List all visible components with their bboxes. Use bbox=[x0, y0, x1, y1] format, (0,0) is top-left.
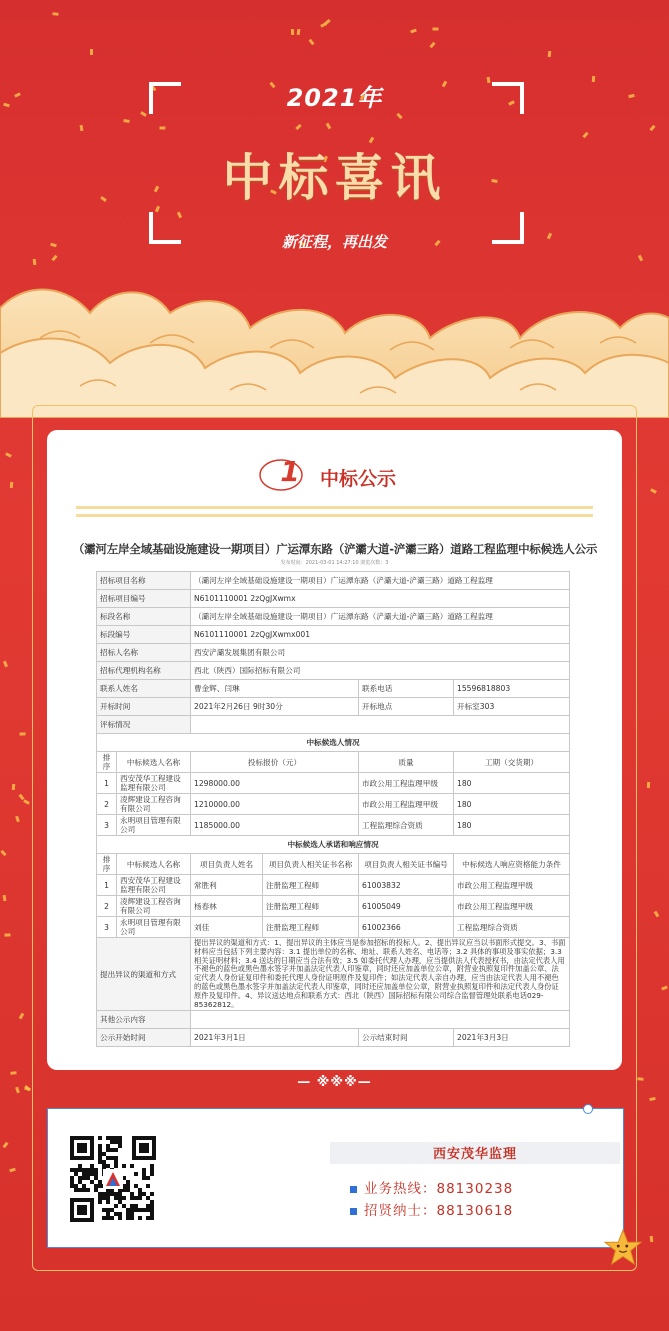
confetti-piece bbox=[10, 481, 14, 487]
rank-cell: 3 bbox=[97, 917, 117, 938]
bullet-icon bbox=[350, 1186, 357, 1193]
confetti-piece bbox=[653, 910, 659, 917]
confetti-piece bbox=[52, 12, 58, 16]
column-header: 项目负责人姓名 bbox=[191, 854, 263, 875]
row-value: （灞河左岸全域基础设施建设一期项目）广运潭东路（浐灞大道-浐灞三路）道路工程监理 bbox=[191, 572, 570, 590]
confetti-piece bbox=[308, 38, 314, 45]
ring-decoration bbox=[583, 1104, 593, 1114]
confetti-piece bbox=[24, 800, 31, 806]
confetti-piece bbox=[650, 1236, 654, 1242]
column-header: 投标报价（元） bbox=[191, 752, 359, 773]
cert-cell: 注册监理工程师 bbox=[263, 875, 359, 896]
end-label: 公示结束时间 bbox=[359, 1029, 454, 1047]
table-row bbox=[97, 626, 570, 644]
opening-value: 2021年2月26日 9时30分 bbox=[191, 698, 359, 716]
table-row bbox=[97, 662, 570, 680]
commit-section-title: 中标候选人承诺和响应情况 bbox=[97, 836, 570, 854]
column-header: 项目负责人相关证书编号 bbox=[359, 854, 454, 875]
table-row bbox=[97, 896, 570, 917]
rank-cell: 1 bbox=[97, 875, 117, 896]
cert-no-cell: 61002366 bbox=[359, 917, 454, 938]
banner-title: 中标喜讯 bbox=[222, 149, 447, 207]
rank-cell: 1 bbox=[97, 773, 117, 794]
confetti-piece bbox=[396, 113, 402, 119]
phone-label: 联系电话 bbox=[359, 680, 454, 698]
hotline-label: 业务热线： bbox=[364, 1181, 437, 1197]
contact-value: 曹金辉、闫琳 bbox=[191, 680, 359, 698]
confetti-piece bbox=[661, 986, 668, 991]
place-value: 开标室303 bbox=[454, 698, 570, 716]
table-header-row bbox=[97, 854, 570, 875]
confetti-piece bbox=[15, 815, 20, 822]
confetti-piece bbox=[548, 50, 552, 56]
confetti-piece bbox=[296, 123, 302, 129]
table-row bbox=[97, 590, 570, 608]
confetti-piece bbox=[90, 49, 93, 55]
condition-cell: 工程监理综合资质 bbox=[454, 917, 570, 938]
rank-cell: 3 bbox=[97, 815, 117, 836]
place-label: 开标地点 bbox=[359, 698, 454, 716]
quality-cell: 工程监理综合资质 bbox=[359, 815, 454, 836]
confetti-piece bbox=[18, 1013, 24, 1020]
banner-slogan: 新征程，再出发 bbox=[281, 233, 387, 251]
row-value: N6101110001 2zQgJXwmx bbox=[191, 590, 570, 608]
confetti-piece bbox=[12, 784, 16, 790]
row-label: 招标人名称 bbox=[97, 644, 191, 662]
column-header: 中标候选人名称 bbox=[117, 854, 191, 875]
person-cell: 刘佳 bbox=[191, 917, 263, 938]
condition-cell: 市政公用工程监理甲级 bbox=[454, 896, 570, 917]
confetti-piece bbox=[649, 125, 655, 131]
column-header: 中标候选人响应资格能力条件 bbox=[454, 854, 570, 875]
opening-label: 开标时间 bbox=[97, 698, 191, 716]
end-value: 2021年3月3日 bbox=[454, 1029, 570, 1047]
notice-meta: 发布时间：2021-03-01 14:27:10 浏览次数：3 bbox=[280, 560, 389, 566]
divider-stripe bbox=[76, 506, 593, 509]
period-cell: 180 bbox=[454, 773, 570, 794]
table-row bbox=[97, 644, 570, 662]
row-label: 标段编号 bbox=[97, 626, 191, 644]
name-cell: 凌辉建设工程咨询有限公司 bbox=[117, 794, 191, 815]
confetti-piece bbox=[159, 126, 165, 129]
star-icon bbox=[604, 1228, 642, 1266]
table-row bbox=[97, 716, 570, 734]
cloud-decoration bbox=[0, 268, 669, 418]
banner-year: 2021年 bbox=[286, 84, 383, 112]
name-cell: 凌辉建设工程咨询有限公司 bbox=[117, 896, 191, 917]
quality-cell: 市政公用工程监理甲级 bbox=[359, 773, 454, 794]
row-label: 招标项目名称 bbox=[97, 572, 191, 590]
confetti-piece bbox=[5, 452, 12, 457]
confetti-piece bbox=[638, 255, 643, 262]
row-label: 标段名称 bbox=[97, 608, 191, 626]
period-cell: 180 bbox=[454, 815, 570, 836]
other-label: 其他公示内容 bbox=[97, 1011, 191, 1029]
name-cell: 西安茂华工程建设监理有限公司 bbox=[117, 773, 191, 794]
quality-cell: 市政公用工程监理甲级 bbox=[359, 794, 454, 815]
table-row bbox=[97, 698, 570, 716]
confetti-piece bbox=[320, 23, 327, 28]
objection-label: 提出异议的渠道和方式 bbox=[97, 938, 191, 1011]
review-label: 评标情况 bbox=[97, 716, 191, 734]
confetti-piece bbox=[5, 933, 11, 936]
confetti-piece bbox=[10, 1071, 16, 1075]
row-label: 招标项目编号 bbox=[97, 590, 191, 608]
confetti-piece bbox=[297, 29, 301, 35]
row-value: N6101110001 2zQgJXwmx001 bbox=[191, 626, 570, 644]
table-row bbox=[97, 875, 570, 896]
confetti-piece bbox=[3, 661, 8, 668]
rank-cell: 2 bbox=[97, 794, 117, 815]
rank-cell: 2 bbox=[97, 896, 117, 917]
confetti-piece bbox=[33, 258, 37, 264]
column-header: 排序 bbox=[97, 752, 117, 773]
confetti-piece bbox=[649, 1097, 655, 1101]
table-row bbox=[97, 836, 570, 854]
company-name: 西安茂华监理 bbox=[432, 1147, 517, 1162]
confetti-piece bbox=[79, 125, 83, 131]
confetti-piece bbox=[2, 895, 6, 901]
column-header: 工期（交货期） bbox=[454, 752, 570, 773]
divider-stripe bbox=[76, 514, 593, 517]
confetti-piece bbox=[651, 488, 658, 493]
confetti-piece bbox=[3, 1142, 9, 1149]
person-cell: 常胜利 bbox=[191, 875, 263, 896]
table-row bbox=[97, 1011, 570, 1029]
section-title: 中标公示 bbox=[320, 468, 397, 490]
table-row bbox=[97, 938, 570, 1011]
bullet-icon bbox=[350, 1208, 357, 1215]
name-cell: 西安茂华工程建设监理有限公司 bbox=[117, 875, 191, 896]
confetti-piece bbox=[410, 29, 417, 34]
row-value: 西北（陕西）国际招标有限公司 bbox=[191, 662, 570, 680]
confetti-piece bbox=[291, 29, 294, 35]
review-value bbox=[191, 716, 570, 734]
confetti-piece bbox=[646, 782, 649, 788]
notice-table-body bbox=[97, 572, 570, 1047]
other-value bbox=[191, 1011, 570, 1029]
name-cell: 永明项目管理有限公司 bbox=[117, 815, 191, 836]
contact-label: 联系人姓名 bbox=[97, 680, 191, 698]
price-cell: 1298000.00 bbox=[191, 773, 359, 794]
column-header: 排序 bbox=[97, 854, 117, 875]
table-row bbox=[97, 680, 570, 698]
cert-cell: 注册监理工程师 bbox=[263, 917, 359, 938]
row-value: 西安浐灞发展集团有限公司 bbox=[191, 644, 570, 662]
table-row bbox=[97, 794, 570, 815]
confetti-piece bbox=[51, 255, 57, 261]
hr-label: 招贤纳士： bbox=[364, 1203, 437, 1219]
hotline-number[interactable]: 88130238 bbox=[436, 1181, 514, 1197]
table-row bbox=[97, 815, 570, 836]
row-value: （灞河左岸全域基础设施建设一期项目）广运潭东路（浐灞大道-浐灞三路）道路工程监理 bbox=[191, 608, 570, 626]
qr-code-icon[interactable] bbox=[68, 1134, 158, 1224]
table-row bbox=[97, 572, 570, 590]
confetti-piece bbox=[9, 1168, 16, 1172]
notice-title: （灞河左岸全域基础设施建设一期项目）广运潭东路（浐灞大道-浐灞三路）道路工程监理中标候选人公示 bbox=[72, 542, 598, 556]
hr-line bbox=[350, 1199, 513, 1219]
column-header: 项目负责人相关证书名称 bbox=[263, 854, 359, 875]
table-header-row bbox=[97, 752, 570, 773]
objection-text: 提出异议的渠道和方式：1、提出异议的主体应当是参加招标的投标人。2、提出异议应当以书面形式提交。3、书面材料应当包括下列主要内容：3.1 提出单位的名称、地址、联系人姓名、电话等；3.2 具体的事项及事实依据；3.3 相关证明材料；3.4 送达的日期应当合法有效；3.5 如委托代理人办理，应当提供法人代表授权书，由法定代表人用不褪色的蓝色或黑色墨水签字并加盖法定代表人印鉴章，同时还应加盖单位公章，附营业执照复印件加盖公章、法定代表人身份证复印件和委托代理人身份证明原件及复印件；如法定代表人亲自办理，应当由法定代表人用不褪色的蓝色或黑色墨水签字并加盖法定代表人印鉴章，同时还应加盖单位公章，附营业执照复印件和法定代表人身份证原件及复印件。4、异议送达地点和联系方式：西北（陕西）国际招标有限公司综合监督管理处联系电话029-85362812。 bbox=[191, 938, 570, 1011]
hotline-line bbox=[350, 1177, 513, 1197]
confetti-piece bbox=[432, 27, 438, 30]
condition-cell: 市政公用工程监理甲级 bbox=[454, 875, 570, 896]
name-cell: 永明项目管理有限公司 bbox=[117, 917, 191, 938]
cert-cell: 注册监理工程师 bbox=[263, 896, 359, 917]
confetti-piece bbox=[1, 850, 7, 856]
confetti-piece bbox=[19, 732, 25, 735]
price-cell: 1210000.00 bbox=[191, 794, 359, 815]
start-value: 2021年3月1日 bbox=[191, 1029, 359, 1047]
price-cell: 1185000.00 bbox=[191, 815, 359, 836]
confetti-piece bbox=[429, 41, 435, 48]
cert-no-cell: 61003832 bbox=[359, 875, 454, 896]
table-row bbox=[97, 734, 570, 752]
person-cell: 杨春林 bbox=[191, 896, 263, 917]
table-row bbox=[97, 917, 570, 938]
period-cell: 180 bbox=[454, 794, 570, 815]
cert-no-cell: 61005049 bbox=[359, 896, 454, 917]
row-label: 招标代理机构名称 bbox=[97, 662, 191, 680]
section-number: 1 bbox=[280, 455, 300, 488]
start-label: 公示开始时间 bbox=[97, 1029, 191, 1047]
candidates-section-title: 中标候选人情况 bbox=[97, 734, 570, 752]
table-row bbox=[97, 608, 570, 626]
ornament-divider: — ※※※— bbox=[297, 1075, 372, 1090]
hr-number[interactable]: 88130618 bbox=[436, 1203, 514, 1219]
confetti-piece bbox=[326, 123, 332, 130]
phone-value: 15596818803 bbox=[454, 680, 570, 698]
column-header: 中标候选人名称 bbox=[117, 752, 191, 773]
confetti-piece bbox=[123, 119, 129, 123]
column-header: 质量 bbox=[359, 752, 454, 773]
table-row bbox=[97, 1029, 570, 1047]
notice-table bbox=[96, 571, 570, 1047]
table-row bbox=[97, 773, 570, 794]
